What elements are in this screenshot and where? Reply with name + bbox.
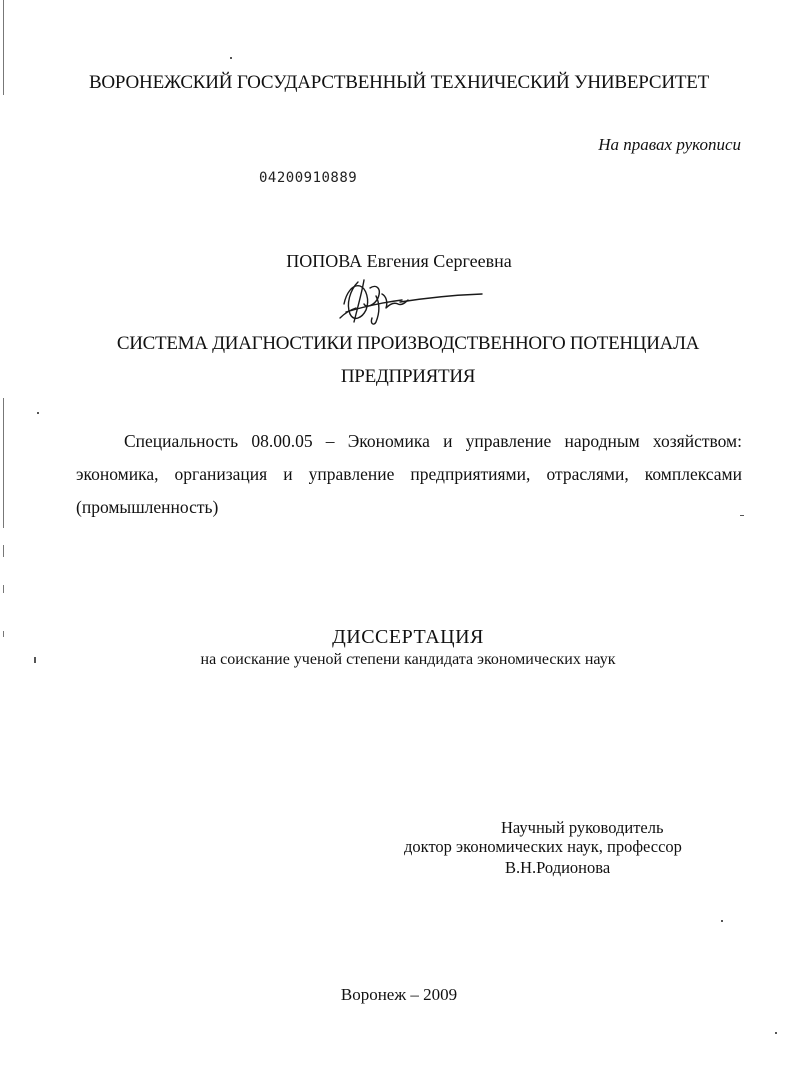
document-type: ДИССЕРТАЦИЯ: [332, 626, 484, 648]
scan-edge-mark: [3, 545, 4, 557]
city-year: Воронеж – 2009: [340, 985, 458, 1004]
advisor-degree: доктор экономических наук, профессор: [404, 837, 682, 856]
registration-number: 04200910889: [259, 170, 358, 186]
advisor-role: Научный руководитель: [501, 818, 664, 837]
thesis-title-line1: СИСТЕМА ДИАГНОСТИКИ ПРОИЗВОДСТВЕННОГО ПОТЕНЦИАЛА: [116, 333, 700, 354]
author-name: ПОПОВА Евгения Сергеевна: [286, 251, 512, 271]
specialty-paragraph: Специальность 08.00.05 – Экономика и управление народным хозяйством: экономика, организация и управление предприятиями, отраслями, комплексами (промышленность): [76, 431, 742, 517]
scan-edge-mark: [3, 398, 4, 528]
scan-speck: [721, 920, 723, 922]
thesis-title-line2: ПРЕДПРИЯТИЯ: [340, 366, 476, 387]
scan-speck: [230, 57, 232, 59]
advisor-name: В.Н.Родионова: [505, 858, 611, 877]
author-signature: [336, 274, 486, 330]
university-name: ВОРОНЕЖСКИЙ ГОСУДАРСТВЕННЫЙ ТЕХНИЧЕСКИЙ УНИВЕРСИТЕТ: [88, 72, 710, 93]
scan-speck: [775, 1032, 777, 1034]
scan-speck: [37, 412, 39, 414]
scan-edge-mark: [3, 585, 4, 593]
degree-sought: на соискание ученой степени кандидата экономических наук: [200, 651, 616, 668]
rights-note: На правах рукописи: [598, 135, 741, 154]
